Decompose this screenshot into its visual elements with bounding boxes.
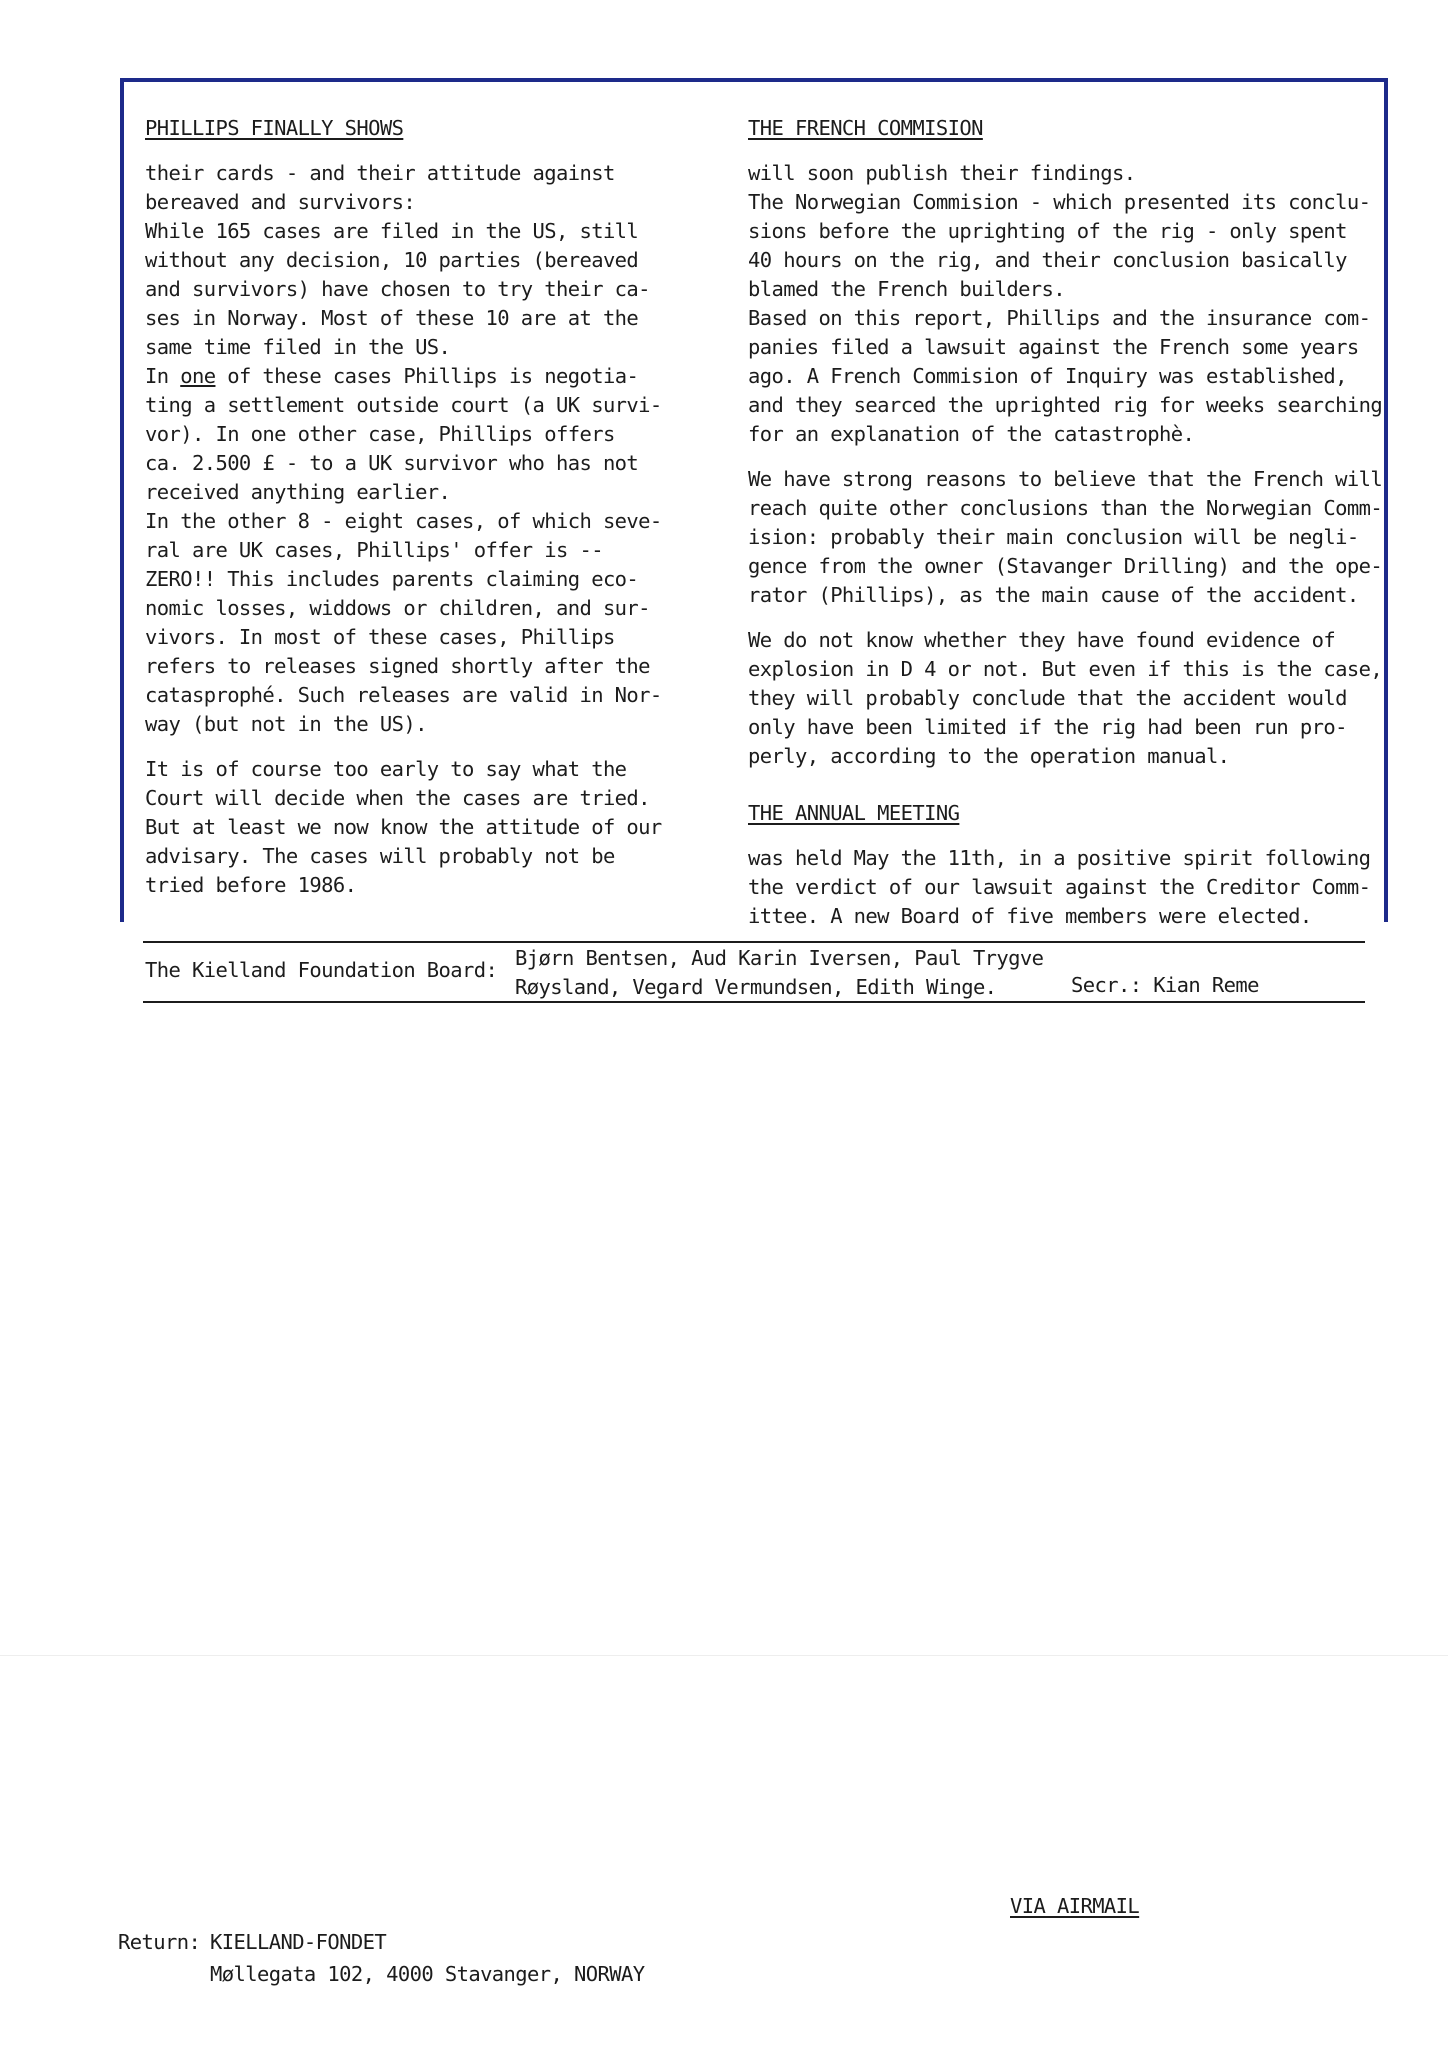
fold-line [0, 1655, 1448, 1656]
heading-phillips-finally-shows: PHILLIPS FINALLY SHOWS [145, 116, 404, 140]
left-paragraph-2-start: In [145, 364, 181, 388]
board-label: The Kielland Foundation Board: [145, 958, 498, 982]
right-column [748, 114, 1383, 931]
heading-annual-meeting: THE ANNUAL MEETING [748, 801, 960, 825]
left-column [145, 114, 665, 900]
left-paragraph-2-rest: of these cases Phillips is negotia- ting a settlement outside court (a UK survi- vor). In one other case, Phillips offers ca. 2.500 £ - to a UK survivor who has not received anything earlier. In the other 8 - eight cases, of which seve- ral are UK cases, Phillips' offer is -- ZERO!! This includes parents claiming eco- nomic losses, widdows or children, and sur- vivors. In most of these cases, Phillips refers to releases signed shortly after the catasprophé. Such releases are valid in Nor- way (but not in the US). [145, 364, 662, 736]
board-members: Bjørn Bentsen, Aud Karin Iversen, Paul Trygve Røysland, Vegard Vermundsen, Edith Winge. [515, 946, 1044, 999]
board-bottom-rule [143, 1001, 1365, 1003]
board-top-rule [143, 941, 1365, 943]
return-address: Møllegata 102, 4000 Stavanger, NORWAY [210, 1962, 645, 1986]
left-paragraph-1: their cards - and their attitude against bereaved and survivors: While 165 cases are filed in the US, still without any decision, 10 parties (bereaved and survivors) have chosen to try their ca- ses in Norway. Most of these 10 are at the same time filed in the US. [145, 161, 650, 359]
return-name: KIELLAND-FONDET [210, 1930, 387, 1954]
right-paragraph-3: We do not know whether they have found evidence of explosion in D 4 or not. But even if this is the case, they will probably conclude that the accident would only have been limited if the rig had been run pro- perly, according to the operation manual. [748, 628, 1383, 768]
heading-french-commision: THE FRENCH COMMISION [748, 116, 983, 140]
left-paragraph-2 [145, 362, 665, 739]
right-paragraph-1: will soon publish their findings. The Norwegian Commision - which presented its conclu- sions before the uprighting of the rig - only spent 40 hours on the rig, and their conclusion basically blamed the French builders. Based on this report, Phillips and the insurance com- panies filed a lawsuit against the French some years ago. A French Commision of Inquiry was established, and they searced the uprighted rig for weeks searching for an explanation of the catastrophè. [748, 161, 1383, 446]
return-label: Return: [118, 1930, 201, 1954]
emphasis-one: one [180, 364, 216, 388]
right-paragraph-4: was held May the 11th, in a positive spirit following the verdict of our lawsuit against the Creditor Comm- ittee. A new Board of five members were elected. [748, 846, 1371, 928]
right-paragraph-2: We have strong reasons to believe that the French will reach quite other conclusions than the Norwegian Comm- ision: probably their main conclusion will be negli- gence from the owner (Stavanger Drilling) and the ope- rator (Phillips), as the main cause of the accident. [748, 467, 1383, 607]
left-paragraph-3: It is of course too early to say what the Court will decide when the cases are tried. But at least we now know the attitude of our advisary. The cases will probably not be tried before 1986. [145, 757, 662, 897]
board-secretary: Secr.: Kian Reme [1071, 973, 1259, 997]
via-airmail-label: VIA AIRMAIL [1010, 1894, 1140, 1918]
